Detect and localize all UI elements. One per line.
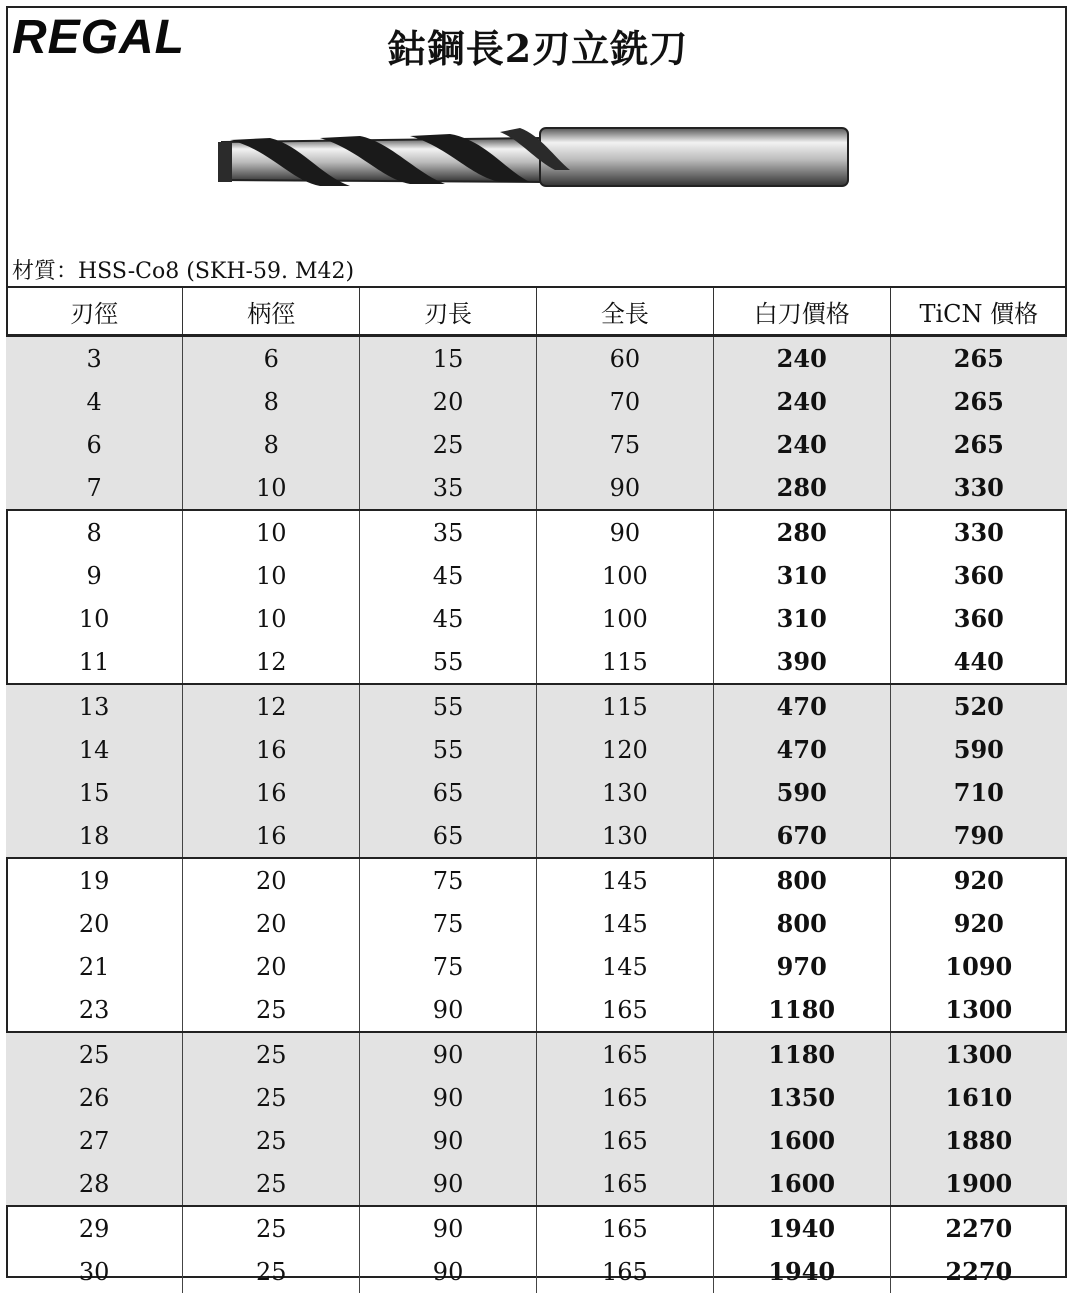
cell-overall-length: 100 bbox=[536, 597, 713, 640]
price-table-wrapper bbox=[6, 286, 1067, 1293]
cell-ticn-price: 2270 bbox=[890, 1250, 1067, 1293]
cell-plain-price: 590 bbox=[713, 771, 890, 814]
cell-cutter-diameter: 20 bbox=[6, 902, 183, 945]
cell-shank-diameter: 10 bbox=[183, 510, 360, 554]
cell-shank-diameter: 25 bbox=[183, 1032, 360, 1076]
cell-overall-length: 145 bbox=[536, 902, 713, 945]
cell-overall-length: 70 bbox=[536, 380, 713, 423]
cell-flute-length: 90 bbox=[360, 1206, 537, 1250]
cell-ticn-price: 1300 bbox=[890, 1032, 1067, 1076]
cell-ticn-price: 920 bbox=[890, 902, 1067, 945]
table-row bbox=[6, 554, 1067, 597]
cell-flute-length: 55 bbox=[360, 640, 537, 684]
cell-cutter-diameter: 14 bbox=[6, 728, 183, 771]
cell-flute-length: 65 bbox=[360, 814, 537, 858]
cell-flute-length: 35 bbox=[360, 466, 537, 510]
cell-overall-length: 60 bbox=[536, 336, 713, 381]
cell-plain-price: 1180 bbox=[713, 1032, 890, 1076]
cell-cutter-diameter: 19 bbox=[6, 858, 183, 902]
cell-flute-length: 75 bbox=[360, 945, 537, 988]
cell-ticn-price: 590 bbox=[890, 728, 1067, 771]
cell-ticn-price: 1880 bbox=[890, 1119, 1067, 1162]
price-table bbox=[6, 286, 1067, 1293]
cell-overall-length: 100 bbox=[536, 554, 713, 597]
cell-ticn-price: 710 bbox=[890, 771, 1067, 814]
cell-cutter-diameter: 11 bbox=[6, 640, 183, 684]
cell-cutter-diameter: 8 bbox=[6, 510, 183, 554]
cell-plain-price: 470 bbox=[713, 728, 890, 771]
cell-plain-price: 800 bbox=[713, 858, 890, 902]
cell-ticn-price: 265 bbox=[890, 336, 1067, 381]
table-row bbox=[6, 466, 1067, 510]
header-cutter-diameter: 刃徑 bbox=[6, 287, 183, 336]
cell-overall-length: 115 bbox=[536, 640, 713, 684]
table-row bbox=[6, 423, 1067, 466]
cell-plain-price: 1350 bbox=[713, 1076, 890, 1119]
table-row bbox=[6, 1162, 1067, 1206]
cell-ticn-price: 265 bbox=[890, 423, 1067, 466]
cell-plain-price: 1180 bbox=[713, 988, 890, 1032]
cell-plain-price: 1600 bbox=[713, 1119, 890, 1162]
cell-ticn-price: 520 bbox=[890, 684, 1067, 728]
cell-overall-length: 145 bbox=[536, 945, 713, 988]
table-body bbox=[6, 336, 1067, 1293]
cell-flute-length: 45 bbox=[360, 554, 537, 597]
cell-ticn-price: 330 bbox=[890, 510, 1067, 554]
header-ticn-price: TiCN 價格 bbox=[890, 287, 1067, 336]
cell-flute-length: 90 bbox=[360, 1032, 537, 1076]
header-overall-length: 全長 bbox=[536, 287, 713, 336]
cell-shank-diameter: 10 bbox=[183, 554, 360, 597]
table-row bbox=[6, 1119, 1067, 1162]
cell-ticn-price: 790 bbox=[890, 814, 1067, 858]
cell-cutter-diameter: 13 bbox=[6, 684, 183, 728]
table-header-row bbox=[6, 287, 1067, 336]
table-row bbox=[6, 771, 1067, 814]
table-row bbox=[6, 988, 1067, 1032]
cell-flute-length: 90 bbox=[360, 1076, 537, 1119]
cell-cutter-diameter: 27 bbox=[6, 1119, 183, 1162]
cell-overall-length: 165 bbox=[536, 1162, 713, 1206]
cell-flute-length: 90 bbox=[360, 988, 537, 1032]
cell-shank-diameter: 25 bbox=[183, 1250, 360, 1293]
cell-flute-length: 15 bbox=[360, 336, 537, 381]
cell-plain-price: 1940 bbox=[713, 1250, 890, 1293]
table-row bbox=[6, 1032, 1067, 1076]
cell-overall-length: 165 bbox=[536, 1119, 713, 1162]
table-row bbox=[6, 510, 1067, 554]
cell-cutter-diameter: 15 bbox=[6, 771, 183, 814]
cell-overall-length: 75 bbox=[536, 423, 713, 466]
cell-ticn-price: 360 bbox=[890, 597, 1067, 640]
cell-cutter-diameter: 26 bbox=[6, 1076, 183, 1119]
cell-flute-length: 75 bbox=[360, 902, 537, 945]
cell-plain-price: 1600 bbox=[713, 1162, 890, 1206]
cell-flute-length: 90 bbox=[360, 1250, 537, 1293]
cell-plain-price: 280 bbox=[713, 466, 890, 510]
page-title-text: 鈷鋼長2刃立銑刀 bbox=[388, 26, 688, 71]
cell-plain-price: 670 bbox=[713, 814, 890, 858]
cell-flute-length: 55 bbox=[360, 728, 537, 771]
cell-shank-diameter: 16 bbox=[183, 814, 360, 858]
cell-cutter-diameter: 7 bbox=[6, 466, 183, 510]
cell-flute-length: 75 bbox=[360, 858, 537, 902]
table-row bbox=[6, 640, 1067, 684]
cell-plain-price: 240 bbox=[713, 380, 890, 423]
cell-overall-length: 165 bbox=[536, 988, 713, 1032]
cell-plain-price: 1940 bbox=[713, 1206, 890, 1250]
header-plain-price: 白刀價格 bbox=[713, 287, 890, 336]
cell-flute-length: 20 bbox=[360, 380, 537, 423]
cell-shank-diameter: 8 bbox=[183, 380, 360, 423]
cell-plain-price: 800 bbox=[713, 902, 890, 945]
page-title bbox=[0, 18, 1076, 73]
cell-ticn-price: 265 bbox=[890, 380, 1067, 423]
cell-flute-length: 90 bbox=[360, 1119, 537, 1162]
cell-cutter-diameter: 10 bbox=[6, 597, 183, 640]
cell-overall-length: 165 bbox=[536, 1076, 713, 1119]
cell-ticn-price: 1900 bbox=[890, 1162, 1067, 1206]
cell-flute-length: 25 bbox=[360, 423, 537, 466]
cell-cutter-diameter: 25 bbox=[6, 1032, 183, 1076]
cell-shank-diameter: 25 bbox=[183, 1076, 360, 1119]
cell-cutter-diameter: 4 bbox=[6, 380, 183, 423]
cell-plain-price: 970 bbox=[713, 945, 890, 988]
cell-shank-diameter: 10 bbox=[183, 466, 360, 510]
table-row bbox=[6, 814, 1067, 858]
cell-cutter-diameter: 21 bbox=[6, 945, 183, 988]
table-row bbox=[6, 684, 1067, 728]
cell-flute-length: 55 bbox=[360, 684, 537, 728]
cell-shank-diameter: 6 bbox=[183, 336, 360, 381]
cell-overall-length: 130 bbox=[536, 771, 713, 814]
cell-cutter-diameter: 3 bbox=[6, 336, 183, 381]
cell-cutter-diameter: 9 bbox=[6, 554, 183, 597]
cell-ticn-price: 440 bbox=[890, 640, 1067, 684]
table-row bbox=[6, 1206, 1067, 1250]
cell-shank-diameter: 20 bbox=[183, 858, 360, 902]
cell-overall-length: 130 bbox=[536, 814, 713, 858]
cell-overall-length: 165 bbox=[536, 1032, 713, 1076]
cell-ticn-price: 1090 bbox=[890, 945, 1067, 988]
cell-overall-length: 145 bbox=[536, 858, 713, 902]
cell-flute-length: 90 bbox=[360, 1162, 537, 1206]
cell-cutter-diameter: 18 bbox=[6, 814, 183, 858]
cell-overall-length: 90 bbox=[536, 510, 713, 554]
brand-logo: REGAL bbox=[12, 10, 185, 65]
cell-ticn-price: 1610 bbox=[890, 1076, 1067, 1119]
cell-shank-diameter: 12 bbox=[183, 640, 360, 684]
header-flute-length: 刃長 bbox=[360, 287, 537, 336]
cell-cutter-diameter: 30 bbox=[6, 1250, 183, 1293]
cell-shank-diameter: 25 bbox=[183, 1206, 360, 1250]
material-spec: 材質：HSS-Co8 (SKH-59. M42) bbox=[12, 254, 354, 285]
cell-shank-diameter: 25 bbox=[183, 1162, 360, 1206]
table-row bbox=[6, 380, 1067, 423]
cell-plain-price: 310 bbox=[713, 597, 890, 640]
cell-overall-length: 90 bbox=[536, 466, 713, 510]
header-shank-diameter: 柄徑 bbox=[183, 287, 360, 336]
table-row bbox=[6, 1076, 1067, 1119]
table-row bbox=[6, 858, 1067, 902]
cell-overall-length: 115 bbox=[536, 684, 713, 728]
cell-overall-length: 165 bbox=[536, 1206, 713, 1250]
cell-shank-diameter: 12 bbox=[183, 684, 360, 728]
cell-shank-diameter: 25 bbox=[183, 988, 360, 1032]
cell-flute-length: 65 bbox=[360, 771, 537, 814]
cell-shank-diameter: 10 bbox=[183, 597, 360, 640]
cell-overall-length: 120 bbox=[536, 728, 713, 771]
cell-plain-price: 470 bbox=[713, 684, 890, 728]
cell-plain-price: 240 bbox=[713, 423, 890, 466]
table-row bbox=[6, 945, 1067, 988]
cell-plain-price: 390 bbox=[713, 640, 890, 684]
cell-shank-diameter: 25 bbox=[183, 1119, 360, 1162]
end-mill-image bbox=[210, 120, 860, 200]
cell-ticn-price: 360 bbox=[890, 554, 1067, 597]
cell-cutter-diameter: 23 bbox=[6, 988, 183, 1032]
table-row bbox=[6, 728, 1067, 771]
cell-plain-price: 240 bbox=[713, 336, 890, 381]
cell-flute-length: 45 bbox=[360, 597, 537, 640]
cell-shank-diameter: 16 bbox=[183, 728, 360, 771]
table-row bbox=[6, 902, 1067, 945]
cell-shank-diameter: 16 bbox=[183, 771, 360, 814]
cell-flute-length: 35 bbox=[360, 510, 537, 554]
cell-cutter-diameter: 28 bbox=[6, 1162, 183, 1206]
cell-cutter-diameter: 6 bbox=[6, 423, 183, 466]
cell-ticn-price: 330 bbox=[890, 466, 1067, 510]
cell-overall-length: 165 bbox=[536, 1250, 713, 1293]
cell-shank-diameter: 8 bbox=[183, 423, 360, 466]
cell-ticn-price: 1300 bbox=[890, 988, 1067, 1032]
cell-ticn-price: 920 bbox=[890, 858, 1067, 902]
table-row bbox=[6, 336, 1067, 381]
cell-shank-diameter: 20 bbox=[183, 902, 360, 945]
cell-plain-price: 310 bbox=[713, 554, 890, 597]
cell-shank-diameter: 20 bbox=[183, 945, 360, 988]
cell-ticn-price: 2270 bbox=[890, 1206, 1067, 1250]
cell-plain-price: 280 bbox=[713, 510, 890, 554]
table-row bbox=[6, 597, 1067, 640]
cell-cutter-diameter: 29 bbox=[6, 1206, 183, 1250]
